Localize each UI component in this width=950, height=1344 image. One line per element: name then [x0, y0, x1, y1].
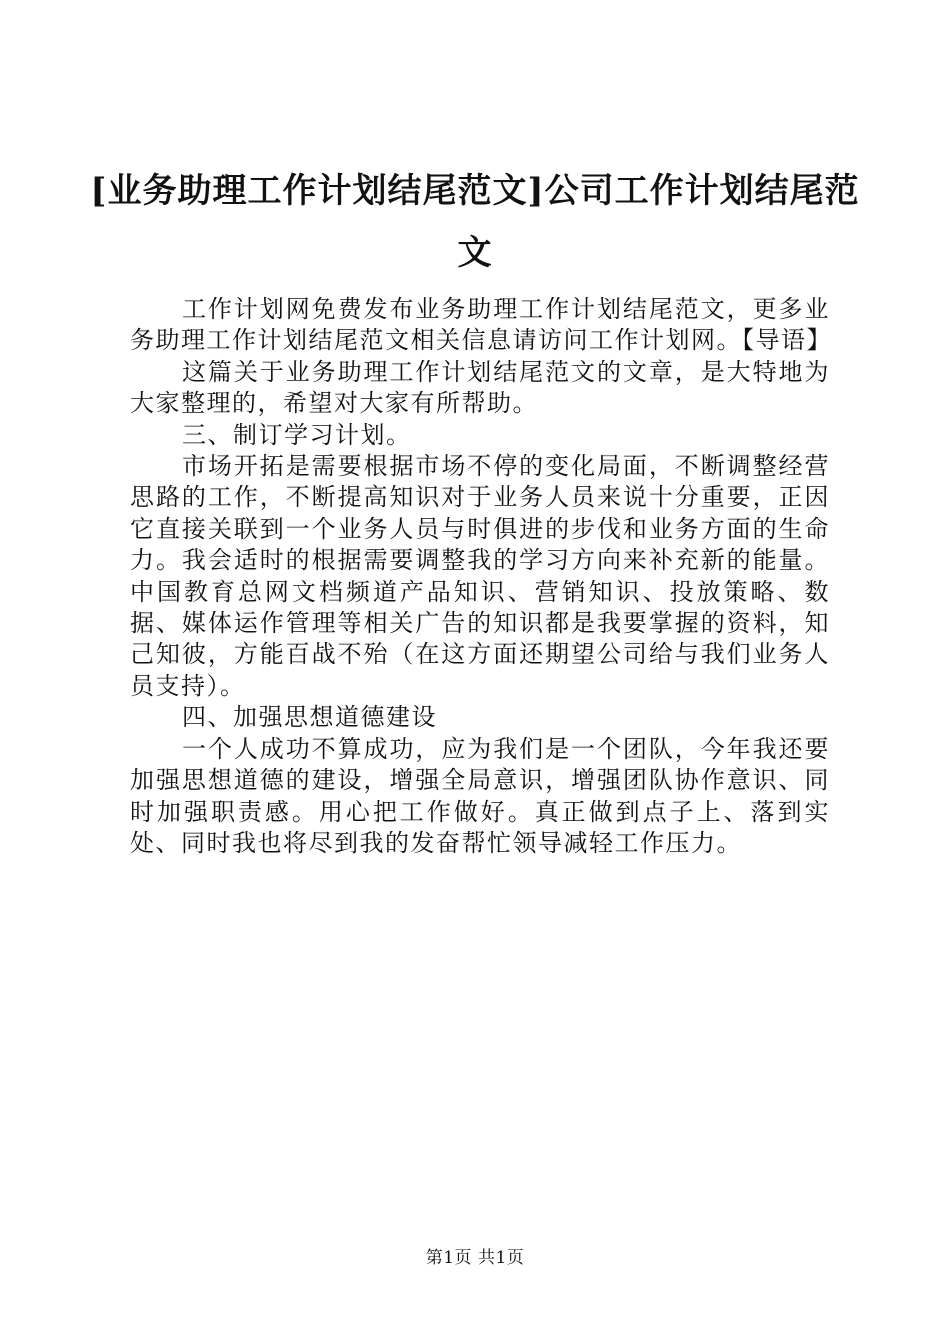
document-body	[130, 294, 830, 859]
paragraph-study-plan: 市场开拓是需要根据市场不停的变化局面，不断调整经营思路的工作，不断提高知识对于业务人员来说十分重要，正因它直接关联到一个业务人员与时俱进的步伐和业务方面的生命力。我会适时的根据需要调整我的学习方向来补充新的能量。中国教育总网文档频道产品知识、营销知识、投放策略、数据、媒体运作管理等相关广告的知识都是我要掌握的资料，知己知彼，方能百战不殆（在这方面还期望公司给与我们业务人员支持）。	[130, 452, 830, 700]
paragraph-lead: 这篇关于业务助理工作计划结尾范文的文章，是大特地为大家整理的，希望对大家有所帮助。	[130, 357, 830, 418]
section-heading-3: 三、制订学习计划。	[182, 420, 412, 449]
section-heading-4: 四、加强思想道德建设	[182, 703, 437, 732]
paragraph-intro: 工作计划网免费发布业务助理工作计划结尾范文，更多业务助理工作计划结尾范文相关信息请访问工作计划网。【导语】	[130, 295, 832, 355]
paragraph-ethics: 一个人成功不算成功，应为我们是一个团队，今年我还要加强思想道德的建设，增强全局意识，增强团队协作意识、同时加强职责感。用心把工作做好。真正做到点子上、落到实处、同时我也将尽到我的发奋帮忙领导减轻工作压力。	[130, 734, 830, 857]
page-footer: 第1页 共1页	[425, 1248, 525, 1268]
page-title: [业务助理工作计划结尾范文]公司工作计划结尾范文	[90, 171, 860, 273]
